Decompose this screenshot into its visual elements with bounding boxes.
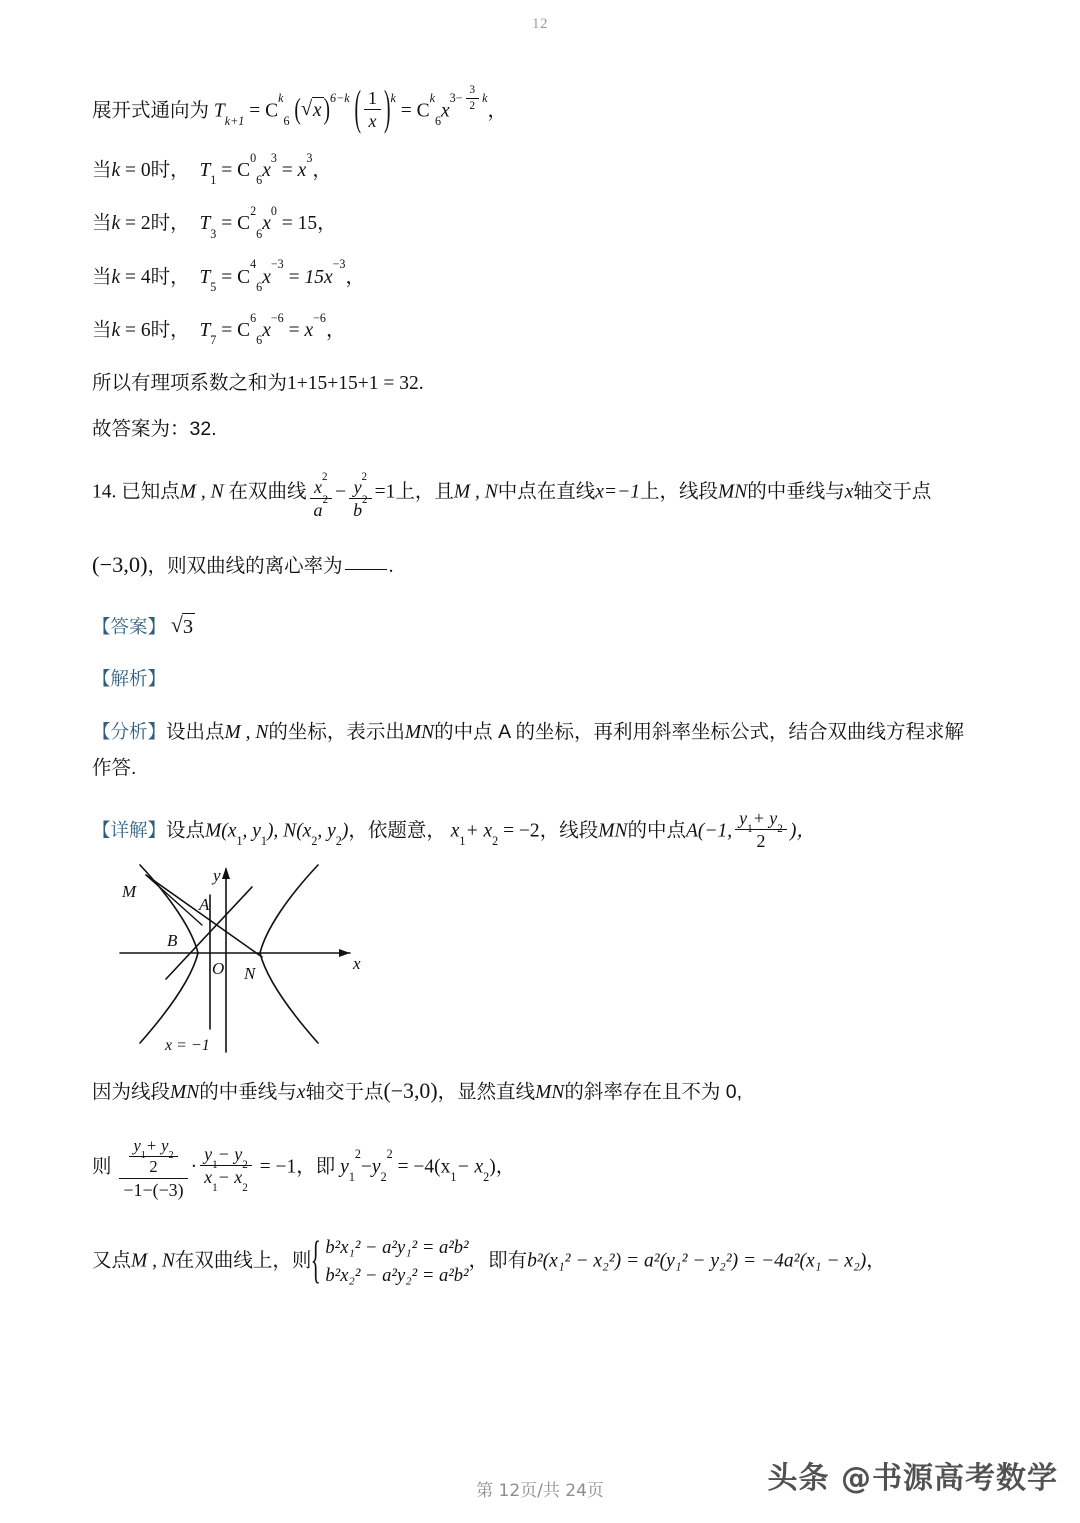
- af-p2-rhs-mid: − x: [456, 1156, 484, 1178]
- af-p1-b: 的中垂线与: [199, 1081, 297, 1104]
- fenxi-text-d: 作答.: [92, 756, 137, 779]
- analysis-tag: 【解析】: [92, 668, 167, 690]
- case1-rhs: 15: [297, 213, 318, 235]
- xj-text-a: 设点: [166, 819, 206, 842]
- xj-text-c: ，线段: [539, 819, 599, 842]
- frac2-den: [349, 493, 372, 521]
- problem-14-number: 14.: [92, 481, 117, 503]
- af-p2-rhs-sub1: 1: [450, 1169, 457, 1184]
- case1-T-sub: 3: [210, 226, 217, 241]
- case0-eq3: =: [281, 160, 293, 182]
- answer-blank[interactable]: [345, 552, 387, 571]
- rhs-C-sup: k: [429, 90, 435, 105]
- case0-shi: 时，: [150, 159, 190, 182]
- p14-text-b: 在双曲线: [228, 480, 307, 503]
- midpoint-y1-sub: 1: [747, 822, 753, 835]
- case0-C-sup: 0: [250, 150, 257, 165]
- midpoint-den: 2: [756, 831, 766, 852]
- after-figure-line-3: [92, 1234, 992, 1290]
- case2-shi: 时，: [150, 265, 190, 288]
- af-p2-y2-sub: 2: [380, 1169, 387, 1184]
- inner-y1: y: [133, 1135, 141, 1155]
- fenxi-text-a: 设出点: [166, 721, 225, 744]
- case3-C-sub: 6: [256, 333, 263, 348]
- p14-text-h: ，则双曲线的离心率为: [147, 555, 343, 578]
- af-p3-end: ，: [866, 1248, 886, 1271]
- p14-text-e: 上，线段: [639, 480, 718, 503]
- equation-system: [311, 1234, 468, 1290]
- paren2-exponent: k: [390, 90, 396, 105]
- case3-eq2: =: [221, 320, 233, 342]
- page-footer: 第 12页/共 24页: [476, 1481, 604, 1501]
- af-p1-a: 因为线段: [92, 1081, 171, 1104]
- case3-x: x: [262, 320, 271, 342]
- af-p2-comma: ，即: [296, 1155, 336, 1178]
- after-figure-line-2: [92, 1137, 992, 1200]
- hyperbola-diagram-svg: [110, 857, 410, 1062]
- p14-text-a: 已知点: [121, 480, 180, 503]
- case3-k-value: = 6: [125, 320, 151, 342]
- slope-num: [200, 1143, 252, 1171]
- xj-N-sub1: 2: [311, 833, 318, 848]
- frac2-num: [349, 470, 372, 499]
- hyperbola-right-branch: [260, 865, 318, 1043]
- slope-minus-x2: − x: [217, 1166, 243, 1187]
- sum-period: .: [418, 373, 424, 395]
- xj-M-sub1: 1: [236, 833, 243, 848]
- case2-k-value: = 4: [125, 266, 151, 288]
- answer-tag-line: [92, 613, 992, 642]
- case3-when: 当: [92, 319, 112, 342]
- midpoint-y-fraction: [735, 808, 787, 851]
- frac1-num-var: x: [314, 477, 322, 498]
- case0-end: ，: [312, 159, 332, 182]
- frac2-num-var: y: [353, 477, 362, 498]
- case-line-k2: [92, 203, 992, 241]
- case3-k: k: [111, 320, 121, 342]
- answer-radicand: 3: [182, 613, 195, 642]
- case2-C-sub: 6: [256, 280, 263, 295]
- af-p2-rhs: = −4(x: [397, 1156, 451, 1178]
- case0-x-sup: 3: [270, 150, 277, 165]
- af-p2-y2-sup: 2: [386, 1146, 393, 1161]
- sum-prefix: 所以有理项系数之和为: [92, 372, 288, 395]
- frac2-den-var: b: [353, 500, 363, 521]
- xj-M-end: ), N(x: [266, 820, 312, 842]
- case3-rhs: x: [304, 320, 314, 342]
- open-paren-1: (: [294, 94, 301, 127]
- af-p2-y1-sup: 2: [354, 1146, 361, 1161]
- slope-y1: y: [204, 1143, 213, 1164]
- xj-N-mid: , y: [317, 820, 336, 842]
- case1-C: C: [237, 213, 251, 235]
- figure-label-O: O: [212, 959, 225, 979]
- slope-y1-sub: 1: [212, 1158, 218, 1171]
- figure-label-y: y: [213, 866, 221, 886]
- p14-line-eq: x=−1: [595, 481, 640, 503]
- af-p2-ze: 则: [92, 1155, 112, 1178]
- case-line-k0: [92, 150, 992, 188]
- case0-k-value: = 0: [125, 160, 151, 182]
- binomial-C-sup: k: [278, 90, 284, 105]
- inner-den: 2: [149, 1157, 158, 1177]
- x2-over-a2-fraction: [310, 470, 333, 521]
- af-p2-y2: y: [371, 1156, 381, 1178]
- frac2-den-sup: 2: [362, 493, 368, 506]
- fenxi-line-2: [92, 755, 992, 782]
- binomial-C: C: [265, 100, 279, 122]
- slope-x2-sub: 2: [242, 1181, 248, 1194]
- case0-rhs: x: [297, 160, 307, 182]
- xj-A-open: A(−1,: [685, 820, 733, 842]
- frac1-num: [310, 470, 333, 499]
- p14-point: (−3,0): [92, 552, 148, 578]
- frac1-den: [310, 493, 333, 521]
- after-figure-line-1: [92, 1077, 992, 1106]
- y-axis-arrow: [222, 867, 230, 879]
- problem-14-statement: [92, 470, 992, 521]
- fenxi-tag: 【分析】: [92, 721, 167, 743]
- xj-M: M(x: [205, 820, 237, 842]
- general-term-line: [92, 83, 992, 137]
- compound-den: −1−(−3): [123, 1179, 184, 1200]
- sqrt-radicand: x: [312, 97, 324, 124]
- figure-label-A: A: [199, 895, 210, 915]
- case2-end: ，: [345, 265, 365, 288]
- rhs-C-sub: 6: [434, 113, 441, 128]
- one-over-x-fraction: [364, 88, 381, 131]
- case1-end: ，: [317, 212, 337, 235]
- case0-when: 当: [92, 159, 112, 182]
- xj-MN: MN: [598, 820, 628, 842]
- sqrt-symbol: [301, 97, 324, 124]
- fenxi-text-c: 的中点 A 的坐标，再利用斜率坐标公式，结合双曲线方程求解: [434, 721, 964, 744]
- rhs-exp-den: 2: [469, 99, 476, 112]
- case3-x-sup: −6: [270, 310, 284, 325]
- case0-C-sub: 6: [256, 173, 263, 188]
- case0-eq2: =: [221, 160, 233, 182]
- figure-label-N: N: [244, 964, 256, 984]
- segment-M-to-A: [146, 875, 202, 925]
- figure-labels: [121, 866, 361, 1054]
- case2-C: C: [237, 266, 251, 288]
- xj-sum-sub2: 2: [492, 833, 499, 848]
- analysis-tag-line: [92, 667, 992, 693]
- af-p3-MN: M , N: [131, 1249, 175, 1271]
- sum-expression: 1+15+15+1 = 32: [287, 373, 419, 395]
- paren1-exponent: 6−k: [330, 90, 350, 105]
- case1-eq3: =: [281, 213, 293, 235]
- fraction-numerator: 1: [364, 88, 381, 110]
- page-header-number: 12: [532, 16, 548, 32]
- fenxi-text-b: 的坐标，表示出: [268, 721, 405, 744]
- case3-end: ，: [325, 319, 346, 342]
- p14-MN-1: M , N: [179, 481, 224, 503]
- case1-C-sub: 6: [256, 226, 263, 241]
- inner-plus-y2: + y: [145, 1135, 169, 1155]
- af-p1-point: (−3,0): [383, 1079, 438, 1104]
- fenxi-MN: M , N: [224, 722, 269, 744]
- close-paren-2: ): [383, 83, 391, 137]
- xj-A-close: )，: [789, 820, 816, 842]
- xj-text-d: 的中点: [627, 819, 686, 842]
- case1-k-value: = 2: [125, 213, 151, 235]
- af-p3-b: 在双曲线上，则: [174, 1248, 312, 1271]
- case2-x: x: [262, 266, 271, 288]
- case0-T: T: [199, 160, 211, 182]
- case3-C: C: [237, 320, 251, 342]
- inner-y-fraction: [129, 1137, 177, 1177]
- rhs-exp-lead: 3−: [449, 90, 463, 105]
- case2-T: T: [199, 266, 211, 288]
- case2-k: k: [111, 266, 121, 288]
- case2-eq2: =: [221, 266, 233, 288]
- slope-y2-sub: 2: [242, 1158, 248, 1171]
- case0-x: x: [262, 160, 271, 182]
- case3-T-sub: 7: [210, 333, 217, 348]
- case2-C-sup: 4: [250, 257, 257, 272]
- case1-eq2: =: [221, 213, 233, 235]
- x-axis-arrow: [339, 949, 350, 957]
- slope-fraction: [200, 1143, 252, 1194]
- answer-13-text: 故答案为：32.: [92, 417, 217, 440]
- case1-C-sup: 2: [250, 203, 257, 218]
- xj-M-sub2: 1: [260, 833, 267, 848]
- system-row-2: b²x₂² − a²y₂² = a²b²: [325, 1264, 469, 1286]
- inner-y1-sub: 1: [140, 1149, 146, 1161]
- xj-M-mid: , y: [242, 820, 261, 842]
- case3-eq3: =: [288, 320, 300, 342]
- system-row-1: { b²x₁² − a²y₁² = a²b²: [325, 1236, 469, 1258]
- figure-label-x: x: [353, 954, 361, 974]
- xj-N-end: ): [341, 820, 349, 842]
- af-p3-expr: b²(x₁² − x₂²) = a²(y₁² − y₂²) = −4a²(x₁ − x₂): [527, 1249, 867, 1271]
- case-line-k4: [92, 257, 992, 295]
- line-MN: [146, 875, 262, 957]
- af-p1-c: 轴交于点: [305, 1081, 384, 1104]
- case1-when: 当: [92, 212, 112, 235]
- p14-MN-3: MN: [718, 481, 748, 503]
- compound-num: [119, 1137, 187, 1179]
- rhs-exp-fraction: [466, 84, 480, 112]
- slope-minus-y2: − y: [217, 1143, 243, 1164]
- figure-label-M: M: [122, 882, 137, 902]
- p14-axis-x: x: [844, 481, 854, 503]
- p14-text-f: 的中垂线与: [747, 480, 845, 503]
- xiangjie-line: [92, 808, 992, 851]
- af-p1-e: 的斜率存在且不为 0,: [564, 1081, 743, 1104]
- p14-minus: −: [335, 481, 347, 503]
- af-p2-rhs-sub2: 2: [483, 1169, 490, 1184]
- inner-num: [129, 1135, 177, 1161]
- midpoint-y2-sub: 2: [777, 822, 783, 835]
- p14-blank-suffix: .: [388, 556, 394, 578]
- midpoint-plus-y2: + y: [752, 808, 778, 829]
- case3-rhs-sup: −6: [313, 310, 326, 325]
- case2-when: 当: [92, 265, 112, 288]
- p14-MN-2: M , N: [453, 481, 498, 503]
- af-p2-y1: y: [340, 1156, 349, 1178]
- case2-eq3: =: [288, 266, 300, 288]
- frac1-den-sup: 2: [322, 493, 329, 506]
- slope-x1-sub: 1: [212, 1181, 218, 1194]
- xj-sum-sub1: 1: [459, 833, 466, 848]
- af-p1-d: ，显然直线: [437, 1081, 536, 1104]
- binomial-C-sub: 6: [283, 113, 290, 128]
- figure-label-line-equation: x = −1: [165, 1037, 210, 1055]
- rhs-exp-tail: k: [482, 90, 488, 105]
- answer-13-line: [92, 416, 992, 443]
- fenxi-line: [92, 719, 992, 746]
- document-content: [92, 83, 992, 1289]
- inner-y2-sub: 2: [168, 1149, 174, 1161]
- af-p2-y1-sub: 1: [348, 1169, 355, 1184]
- midpoint-y1: y: [739, 808, 748, 829]
- p14-text-d: 中点在直线: [497, 480, 596, 503]
- y2-over-b2-fraction: [349, 470, 372, 521]
- case2-T-sub: 5: [210, 280, 217, 295]
- af-p2-rhs-end: )，: [489, 1156, 516, 1178]
- figure-label-B: B: [167, 931, 178, 951]
- case1-k: k: [111, 213, 121, 235]
- compound-fraction: [119, 1137, 187, 1200]
- case1-x: x: [262, 213, 271, 235]
- af-p3-a: 又点: [92, 1248, 132, 1271]
- case1-x-sup: 0: [270, 203, 277, 218]
- af-p3-c: ，即有: [468, 1248, 528, 1271]
- af-p2-eq: = −1: [259, 1156, 297, 1178]
- answer-sqrt: [171, 613, 195, 642]
- general-term-prefix: 展开式通向为: [92, 99, 210, 122]
- answer-tag: 【答案】: [92, 615, 167, 637]
- case-line-k6: [92, 310, 992, 348]
- frac1-den-var: a: [313, 500, 323, 521]
- T-symbol: T: [213, 100, 225, 122]
- frac2-num-sup: 2: [361, 470, 368, 483]
- xj-sum-eq: = −2: [503, 820, 540, 842]
- T-subscript: k+1: [224, 113, 245, 128]
- close-paren-1: ): [323, 94, 331, 127]
- case2-rhs-sup: −3: [332, 257, 346, 272]
- hyperbola-figure: [110, 857, 992, 1067]
- case0-rhs-sup: 3: [306, 150, 313, 165]
- case3-T: T: [199, 320, 211, 342]
- xj-sum-plus: + x: [465, 820, 493, 842]
- rhs-binomial-C: C: [416, 100, 430, 122]
- midpoint-num: [735, 808, 787, 835]
- fraction-denominator: x: [368, 111, 377, 132]
- rhs-exp-num: 3: [466, 84, 480, 98]
- case1-shi: 时，: [150, 212, 190, 235]
- case3-shi: 时，: [150, 319, 190, 342]
- line1-comma: ，: [487, 99, 507, 122]
- frac1-num-sup: 2: [322, 470, 328, 483]
- xj-sum-x1: x: [450, 820, 460, 842]
- slope-x1: x: [204, 1166, 213, 1187]
- af-p1-MN2: MN: [535, 1082, 565, 1104]
- sum-line: [92, 370, 992, 397]
- open-paren-2: (: [354, 83, 361, 137]
- rhs-x: x: [441, 100, 450, 122]
- equals-1: =: [249, 100, 261, 122]
- watermark-logo: 头条 @书源高考数学: [767, 1461, 1058, 1496]
- p14-text-g: 轴交于点: [853, 480, 932, 503]
- p14-eq-one: =1: [374, 481, 396, 503]
- af-p1-x: x: [296, 1082, 306, 1104]
- af-p1-MN: MN: [170, 1082, 200, 1104]
- case0-T-sub: 1: [210, 173, 217, 188]
- case2-rhs: 15x: [304, 266, 333, 288]
- xj-N-sub2: 2: [335, 833, 342, 848]
- case1-T: T: [199, 213, 211, 235]
- case3-C-sup: 6: [250, 310, 257, 325]
- case0-k: k: [111, 160, 121, 182]
- xj-text-b: ，依题意，: [348, 819, 446, 842]
- rhs-exponent: [449, 84, 488, 112]
- xiangjie-tag: 【详解】: [92, 819, 167, 841]
- problem-14-statement-cont: [92, 550, 992, 580]
- case0-C: C: [237, 160, 251, 182]
- equals-2: =: [400, 100, 412, 122]
- af-p2-dot: ·: [190, 1156, 198, 1178]
- af-p2-minus: −: [360, 1156, 372, 1178]
- fenxi-MN2: MN: [404, 722, 435, 744]
- case2-x-sup: −3: [270, 257, 284, 272]
- p14-text-c: 上，且: [395, 480, 454, 503]
